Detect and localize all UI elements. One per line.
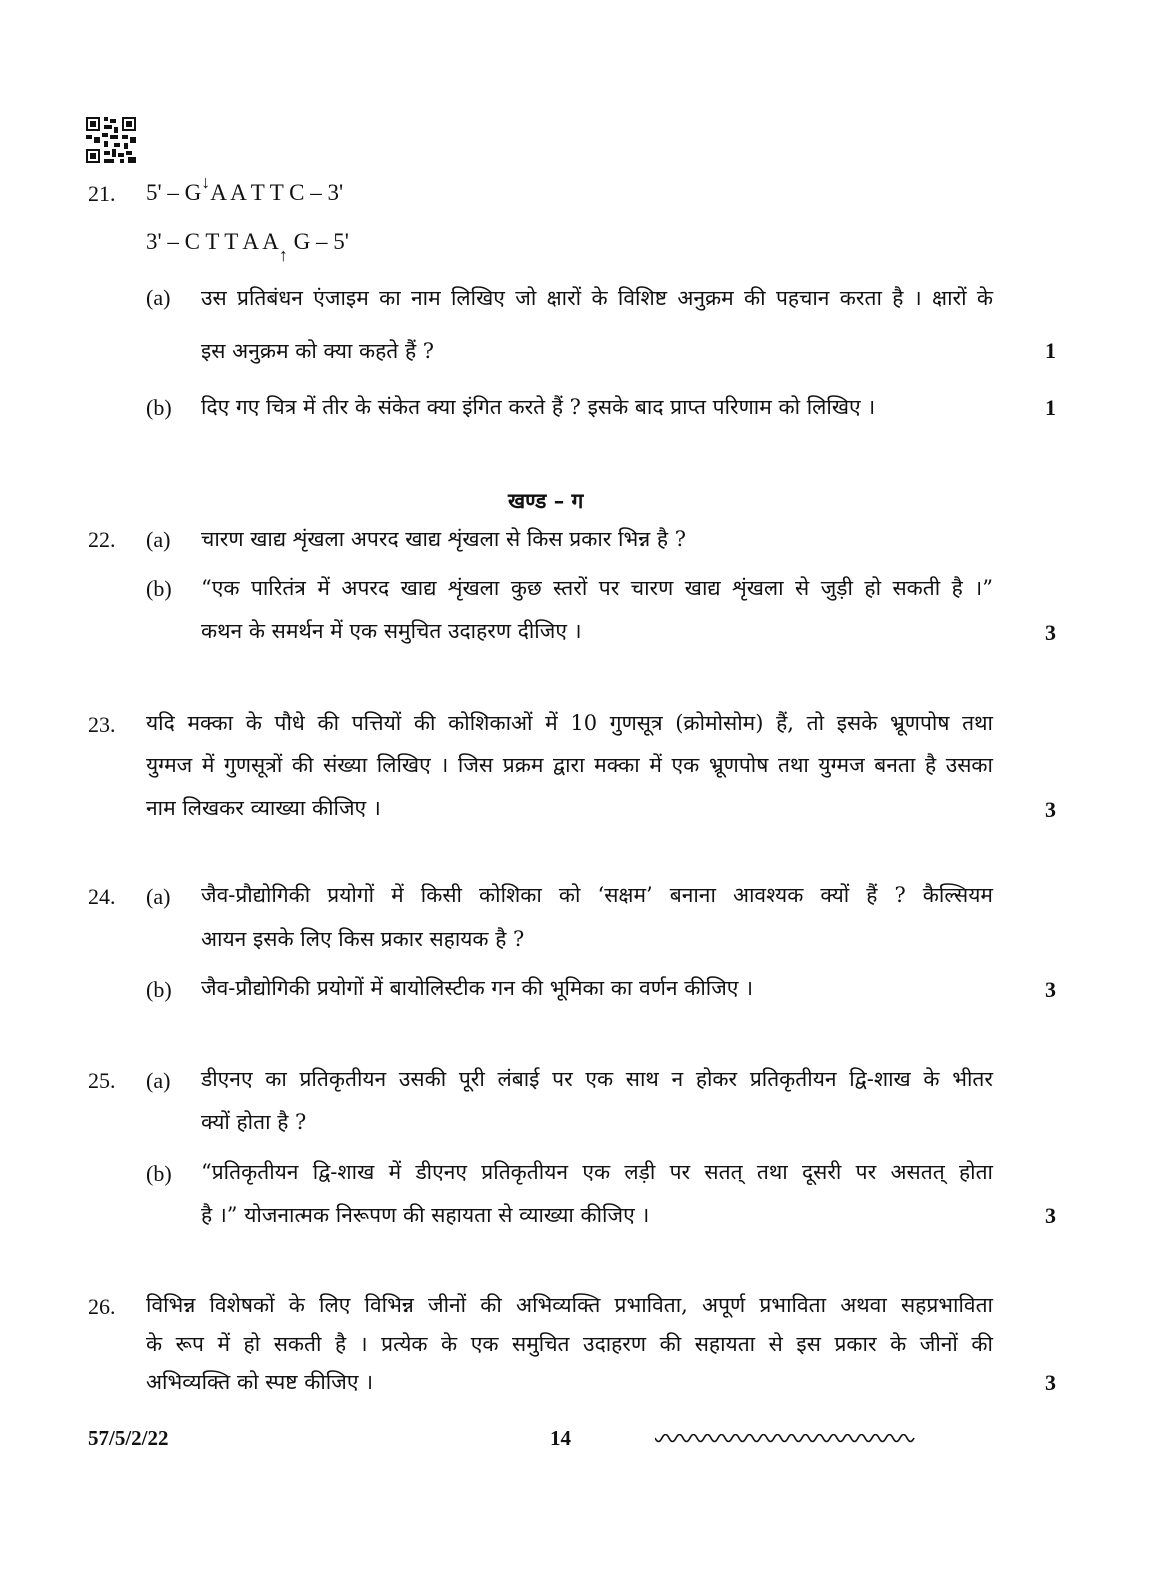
page-number: 14 [550, 1426, 571, 1450]
dna-top-right: A A T T C – 3' [210, 180, 344, 205]
q21-part-a-marks: 1 [1045, 338, 1056, 363]
question-number-24: 24. [88, 884, 116, 909]
paper-code: 57/5/2/22 [88, 1426, 169, 1450]
q25-part-b-text: “प्रतिकृतीयन द्वि-शाख में डीएनए प्रतिकृतीयन एक लड़ी पर सतत् तथा दूसरी पर असतत् होता [201, 1160, 993, 1184]
cut-arrow-down-icon: ↓ [201, 172, 211, 192]
q25-part-a-text-2: क्यों होता है ? [201, 1110, 307, 1134]
q25-part-b-label: (b) [146, 1161, 172, 1186]
q26-text-3: अभिव्यक्ति को स्पष्ट कीजिए । [146, 1370, 374, 1394]
question-number-25: 25. [88, 1068, 116, 1093]
q21-part-b-label: (b) [146, 395, 172, 420]
q23-text-2: युग्मज में गुणसूत्रों की संख्या लिखिए । जिस प्रक्रम द्वारा मक्का में एक भ्रूणपोष तथा युग्मज बनता है उसका [146, 753, 993, 777]
wavy-line-decoration [655, 1434, 917, 1446]
q25-part-a-label: (a) [146, 1068, 171, 1093]
q25-marks: 3 [1045, 1203, 1056, 1228]
q22-marks: 3 [1045, 620, 1056, 645]
q21-part-a-text-2: इस अनुक्रम को क्या कहते हैं ? [201, 339, 435, 363]
question-number-22: 22. [88, 527, 116, 552]
q26-text-2: के रूप में हो सकती है । प्रत्येक के एक समुचित उदाहरण की सहायता से इस प्रकार के जीनों की [146, 1332, 993, 1356]
q25-part-b-text-2: है ।” योजनात्मक निरूपण की सहायता से व्याख्या कीजिए । [201, 1203, 650, 1227]
dna-top-left: 5' – G [146, 180, 202, 205]
dna-bottom-right: G – 5' [293, 229, 349, 254]
q24-part-a-text: जैव-प्रौद्योगिकी प्रयोगों में किसी कोशिका को ‘सक्षम’ बनाना आवश्यक क्यों हैं ? कैल्सियम [201, 883, 993, 907]
q25-part-a-text: डीएनए का प्रतिकृतीयन उसकी पूरी लंबाई पर एक साथ न होकर प्रतिकृतीयन द्वि-शाख के भीतर [201, 1067, 993, 1091]
dna-strand-bottom [146, 227, 349, 265]
question-number-26: 26. [88, 1294, 116, 1319]
q24-marks: 3 [1045, 977, 1056, 1002]
question-number-23: 23. [88, 712, 116, 737]
q21-part-b-text: दिए गए चित्र में तीर के संकेत क्या इंगित करते हैं ? इसके बाद प्राप्त परिणाम को लिखिए । [201, 395, 876, 419]
q24-part-b-label: (b) [146, 977, 172, 1002]
q22-part-a-label: (a) [146, 527, 171, 552]
q24-part-a-label: (a) [146, 884, 171, 909]
q26-text-1: विभिन्न विशेषकों के लिए विभिन्न जीनों की अभिव्यक्ति प्रभाविता, अपूर्ण प्रभाविता अथवा सहप्रभाविता [146, 1293, 993, 1317]
q26-marks: 3 [1045, 1370, 1056, 1395]
q21-part-b-marks: 1 [1045, 395, 1056, 420]
q23-text-3: नाम लिखकर व्याख्या कीजिए । [146, 796, 381, 820]
q22-part-b-label: (b) [146, 576, 172, 601]
cut-arrow-up-icon: ↑ [278, 245, 288, 265]
q21-part-a-text: उस प्रतिबंधन एंजाइम का नाम लिखिए जो क्षारों के विशिष्ट अनुक्रम की पहचान करता है । क्षारों के [201, 286, 993, 310]
q24-part-b-text: जैव-प्रौद्योगिकी प्रयोगों में बायोलिस्टीक गन की भूमिका का वर्णन कीजिए । [201, 976, 754, 1000]
q21-part-a-label: (a) [146, 285, 171, 310]
qr-code-icon [86, 117, 136, 163]
q22-part-b-text: “एक पारितंत्र में अपरद खाद्य शृंखला कुछ स्तरों पर चारण खाद्य शृंखला से जुड़ी हो सकती है ।” [201, 576, 993, 600]
section-heading: खण्ड – ग [508, 488, 584, 513]
q23-marks: 3 [1045, 797, 1056, 822]
dna-bottom-left: 3' – C T T A A [146, 229, 279, 254]
q22-part-b-text-2: कथन के समर्थन में एक समुचित उदाहरण दीजिए । [201, 619, 582, 643]
dna-strand-top [146, 172, 344, 209]
question-number-21: 21. [88, 181, 116, 206]
q23-text-1: यदि मक्का के पौधे की पत्तियों की कोशिकाओं में 10 गुणसूत्र (क्रोमोसोम) हैं, तो इसके भ्रूणपोष तथा [146, 711, 993, 735]
q24-part-a-text-2: आयन इसके लिए किस प्रकार सहायक है ? [201, 927, 525, 951]
q22-part-a-text: चारण खाद्य शृंखला अपरद खाद्य शृंखला से किस प्रकार भिन्न है ? [201, 527, 686, 551]
